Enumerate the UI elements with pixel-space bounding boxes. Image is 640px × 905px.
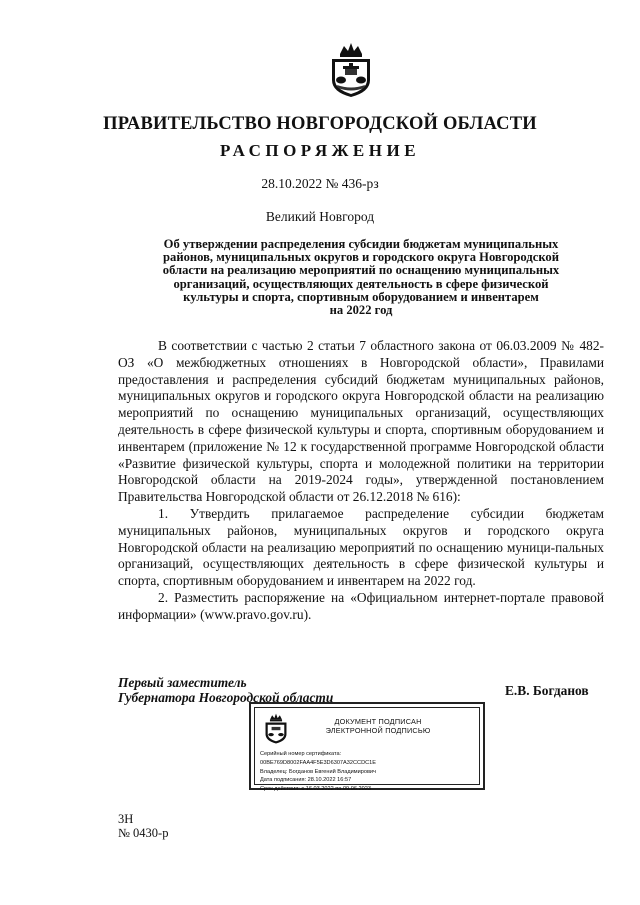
executor-block <box>118 812 168 840</box>
position-line: Первый заместитель <box>118 675 247 690</box>
document-body <box>118 338 604 624</box>
subject-line: районов, муниципальных округов и городского округа Новгородской <box>163 250 559 265</box>
subject-line: на 2022 год <box>329 303 393 318</box>
electronic-signature-stamp <box>249 702 485 793</box>
date-number: 28.10.2022 № 436-рз <box>261 176 379 191</box>
subject-heading <box>118 238 604 317</box>
position-line: Губернатора Новгородской области <box>118 690 334 705</box>
certificate-label: Серийный номер сертификата: <box>260 751 342 757</box>
coat-of-arms-icon <box>328 40 374 98</box>
place-of-issue: Великий Новгород <box>265 209 375 224</box>
order-item-1: 1. Утвердить прилагаемое распределение субсидии бюджетам муниципальных районов, муниципальных округов и городского округа Новгородской области на реализацию мероприятий по оснащению муници-пальных организаций, осуществляющих деятельность в сфере физической культуры и спорта, спортивным оборудованием и инвентарем на 2022 год. <box>118 505 604 589</box>
stamp-details <box>260 750 482 794</box>
signing-date: Дата подписания: 28.10.2022 16:57 <box>260 777 352 784</box>
stamp-coat-of-arms-icon <box>263 712 289 744</box>
stamp-title-line: ЭЛЕКТРОННОЙ ПОДПИСЬЮ <box>325 726 431 735</box>
stamp-title-line: ДОКУМЕНТ ПОДПИСАН <box>334 717 422 726</box>
validity-period: Срок действия: с 16.03.2022 по 09.06.2023 <box>260 786 371 793</box>
executor-code: 3Н <box>118 812 134 826</box>
certificate-owner: Владелец: Богданов Евгений Владимирович <box>260 768 376 775</box>
signatory-position <box>118 675 333 705</box>
stamp-inner-frame <box>254 707 480 793</box>
certificate-serial: 00BE769D8002FAA4F5E3D6307A32CCDC1E <box>260 759 376 766</box>
stamp-title <box>303 717 453 735</box>
subject-line: Об утверждении распределения субсидии бюджетам муниципальных <box>163 237 559 251</box>
government-title: ПРАВИТЕЛЬСТВО НОВГОРОДСКОЙ ОБЛАСТИ <box>103 114 537 134</box>
document-type: РАСПОРЯЖЕНИЕ <box>219 141 421 160</box>
subject-line: культуры и спорта, спортивным оборудованием и инвентарем <box>183 289 539 304</box>
signatory-name: Е.В. Богданов <box>505 683 589 698</box>
document-code: № 0430-р <box>118 826 169 840</box>
subject-line: области на реализацию мероприятий по оснащению муниципальных <box>162 263 560 278</box>
order-item-2: 2. Разместить распоряжение на «Официальном интернет-портале правовой информации» (www.pravo.gov.ru). <box>118 589 604 622</box>
preamble-paragraph: В соответствии с частью 2 статьи 7 областного закона от 06.03.2009 № 482-ОЗ «О межбюджетных отношениях в Новгородской области», Правилами предоставления и распределения субсидий бюджетам муниципальных районов, муниципальных округов и городского округа Новгородской области на реализацию мероприятий по оснащению муниципальных организаций, осуществляющих деятельность в сфере физической культуры и спорта, спортивным оборудованием и инвентарем (приложение № 12 к государственной программе Новгородской области «Развитие физической культуры, спорта и молодежной политики на территории Новгородской области на 2019-2024 годы», утвержденной постановлением Правительства Новгородской области от 26.12.2018 № 616): <box>118 338 604 505</box>
subject-line: организаций, осуществляющих деятельность в сфере физической <box>173 276 549 291</box>
